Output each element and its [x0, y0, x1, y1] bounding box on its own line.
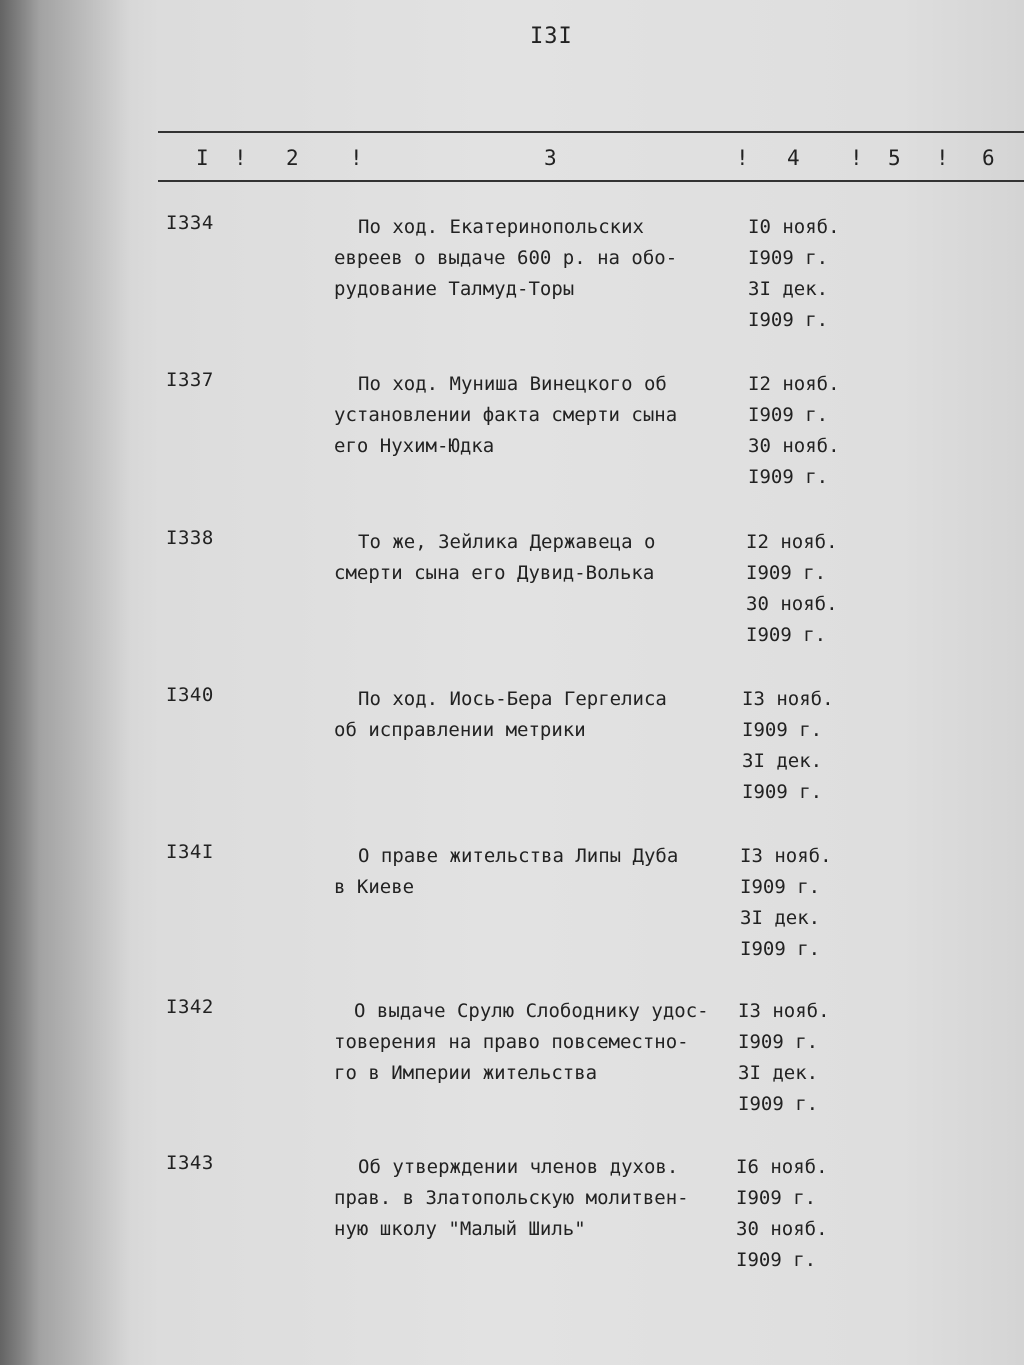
desc-line: товерения на право повсеместно-	[334, 1031, 689, 1053]
date-line: I909 г.	[746, 624, 827, 646]
entry-description	[334, 212, 744, 305]
desc-line: О праве жительства Липы Дуба	[358, 845, 679, 867]
date-line: I909 г.	[738, 1093, 819, 1115]
register-entry	[0, 841, 1024, 991]
entry-description	[334, 996, 744, 1089]
entry-dates	[748, 212, 878, 336]
date-line: I909 г.	[746, 562, 827, 584]
date-line: I3 нояб.	[742, 688, 834, 710]
column-separator: !	[234, 146, 247, 170]
desc-line: его Нухим-Юдка	[334, 435, 495, 457]
header-rule-bottom	[158, 180, 1024, 182]
date-line: I909 г.	[748, 466, 829, 488]
desc-line: ную школу "Малый Шиль"	[334, 1218, 586, 1240]
register-entry	[0, 684, 1024, 834]
entry-dates	[740, 841, 870, 965]
register-entry	[0, 212, 1024, 362]
date-line: I909 г.	[736, 1249, 817, 1271]
entry-dates	[748, 369, 878, 493]
register-entry	[0, 527, 1024, 677]
desc-line: установлении факта смерти сына	[334, 404, 678, 426]
entry-dates	[738, 996, 868, 1120]
date-line: 30 нояб.	[736, 1218, 828, 1240]
desc-line: Об утверждении членов духов.	[358, 1156, 679, 1178]
date-line: 30 нояб.	[746, 593, 838, 615]
entry-number: I340	[166, 684, 214, 706]
entry-number: I34I	[166, 841, 214, 863]
date-line: 3I дек.	[748, 278, 829, 300]
desc-line: О выдаче Срулю Слободнику удос-	[354, 1000, 709, 1022]
date-line: I909 г.	[738, 1031, 819, 1053]
date-line: I909 г.	[748, 309, 829, 331]
register-entry	[0, 1152, 1024, 1302]
entry-description	[334, 1152, 744, 1245]
date-line: 3I дек.	[738, 1062, 819, 1084]
entry-description	[334, 527, 744, 589]
desc-line: об исправлении метрики	[334, 719, 586, 741]
date-line: I909 г.	[742, 781, 823, 803]
desc-line: прав. в Златопольскую молитвен-	[334, 1187, 689, 1209]
entry-description	[334, 841, 744, 903]
entry-description	[334, 684, 744, 746]
date-line: I909 г.	[736, 1187, 817, 1209]
date-line: I909 г.	[748, 404, 829, 426]
date-line: I2 нояб.	[748, 373, 840, 395]
column-separator: !	[736, 146, 749, 170]
entry-number: I343	[166, 1152, 214, 1174]
entry-number: I334	[166, 212, 214, 234]
entry-dates	[736, 1152, 866, 1276]
register-entry	[0, 996, 1024, 1146]
date-line: I2 нояб.	[746, 531, 838, 553]
desc-line: То же, Зейлика Державеца о	[358, 531, 656, 553]
desc-line: По ход. Муниша Винецкого об	[358, 373, 667, 395]
column-separator: !	[850, 146, 863, 170]
column-head-5: 5	[888, 146, 901, 170]
column-head-2: 2	[286, 146, 299, 170]
header-rule-top	[158, 131, 1024, 133]
column-separator: !	[350, 146, 363, 170]
desc-line: го в Империи жительства	[334, 1062, 598, 1084]
column-head-6: 6	[982, 146, 995, 170]
column-head-1: I	[196, 146, 209, 170]
desc-line: в Киеве	[334, 876, 415, 898]
date-line: I909 г.	[740, 938, 821, 960]
entry-dates	[742, 684, 872, 808]
desc-line: рудование Талмуд-Торы	[334, 278, 575, 300]
page-number: I3I	[530, 24, 573, 49]
desc-line: смерти сына его Дувид-Волька	[334, 562, 655, 584]
entry-number: I342	[166, 996, 214, 1018]
date-line: I3 нояб.	[740, 845, 832, 867]
column-head-3: 3	[544, 146, 557, 170]
desc-line: По ход. Екатеринопольских	[358, 216, 644, 238]
date-line: I6 нояб.	[736, 1156, 828, 1178]
date-line: I909 г.	[740, 876, 821, 898]
date-line: I0 нояб.	[748, 216, 840, 238]
register-entry	[0, 369, 1024, 519]
entry-description	[334, 369, 744, 462]
desc-line: евреев о выдаче 600 р. на обо-	[334, 247, 678, 269]
date-line: 3I дек.	[742, 750, 823, 772]
entry-dates	[746, 527, 876, 651]
column-head-4: 4	[787, 146, 800, 170]
column-separator: !	[936, 146, 949, 170]
entry-number: I338	[166, 527, 214, 549]
date-line: I3 нояб.	[738, 1000, 830, 1022]
date-line: 30 нояб.	[748, 435, 840, 457]
date-line: I909 г.	[748, 247, 829, 269]
desc-line: По ход. Иось-Бера Гергелиса	[358, 688, 667, 710]
date-line: I909 г.	[742, 719, 823, 741]
date-line: 3I дек.	[740, 907, 821, 929]
entry-number: I337	[166, 369, 214, 391]
